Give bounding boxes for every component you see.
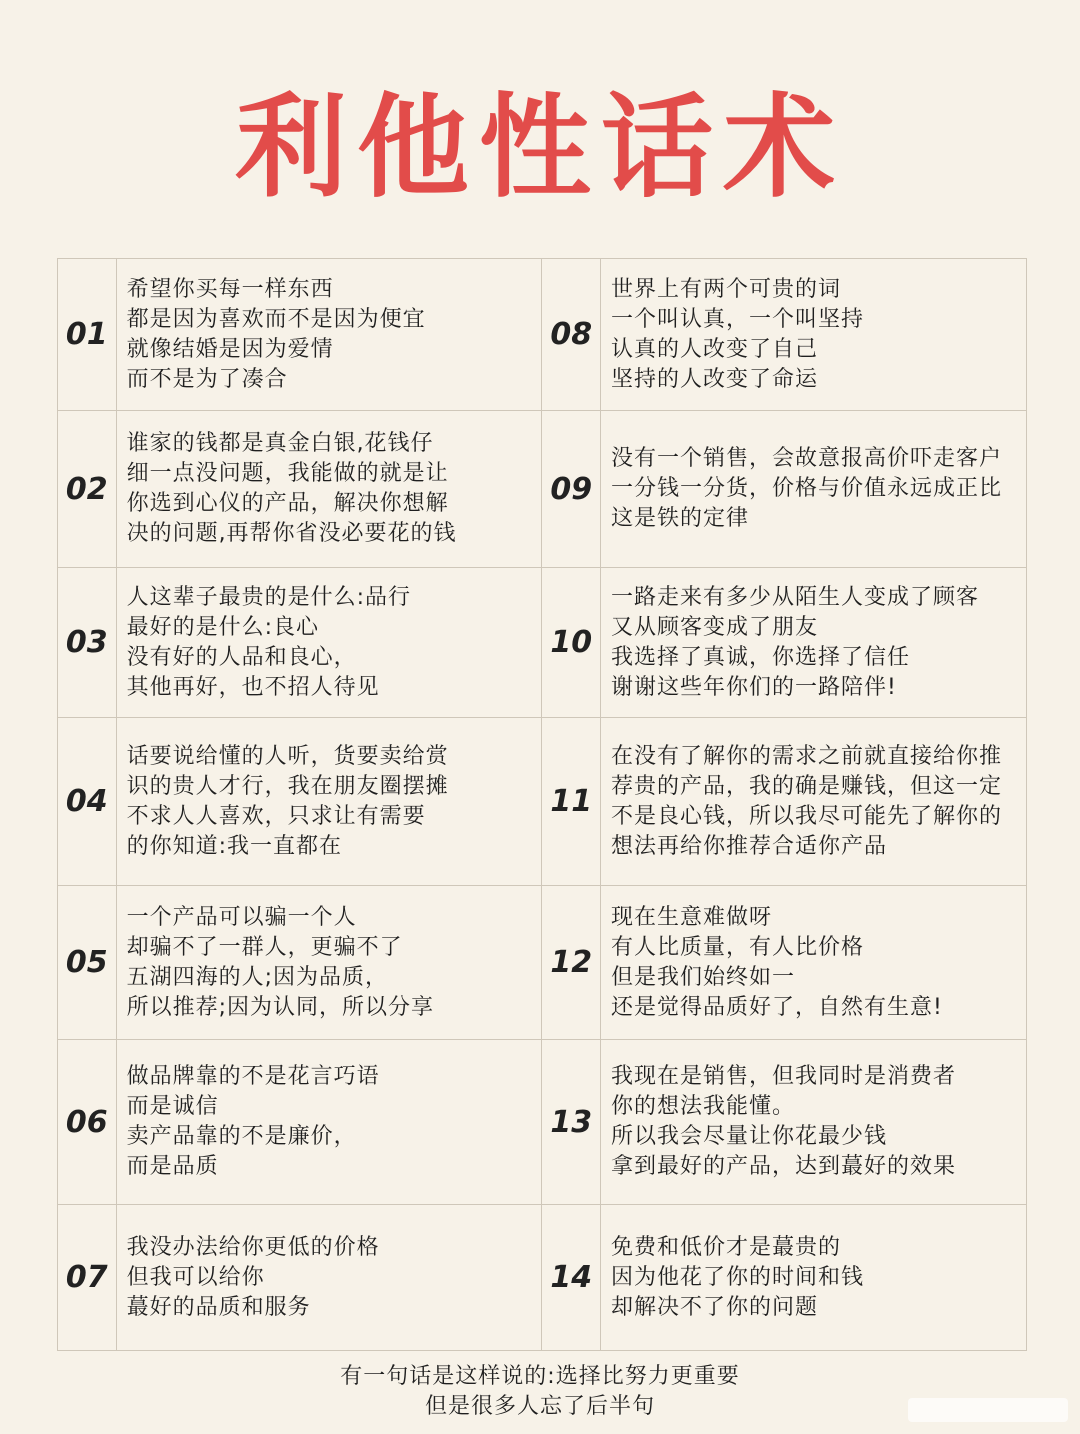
item-number: 09: [542, 411, 601, 568]
text-line: 在没有了解你的需求之前就直接给你推: [611, 743, 1003, 769]
text-line: 我选择了真诚，你选择了信任: [611, 644, 911, 670]
text-line: 因为他花了你的时间和钱: [611, 1264, 865, 1290]
text-line: 没有一个销售，会故意报高价吓走客户: [611, 446, 1003, 471]
table-row: [58, 886, 1027, 1040]
text-line: 世界上有两个可贵的词: [611, 276, 842, 302]
item-number: 04: [58, 718, 117, 886]
item-text: [601, 1040, 1027, 1205]
text-line: 不求人人喜欢，只求让有需要: [126, 803, 426, 829]
text-line: 卖产品靠的不是廉价，: [126, 1124, 357, 1149]
item-number: 06: [58, 1040, 117, 1205]
text-line: 却解决不了你的问题: [611, 1294, 819, 1320]
text-line: 荐贵的产品，我的确是赚钱，但这一定: [611, 773, 1003, 799]
text-line: 一个产品可以骗一个人: [126, 904, 357, 930]
text-line: 却骗不了一群人，更骗不了: [126, 934, 403, 960]
item-number: 12: [542, 886, 601, 1040]
text-line: 决的问题,再帮你省没必要花的钱: [126, 521, 457, 546]
text-line: 谢谢这些年你们的一路陪伴!: [611, 674, 897, 700]
text-line: 话要说给懂的人听，货要卖给赏: [126, 743, 449, 769]
text-line: 而是品质: [126, 1154, 219, 1179]
text-line: 最好的是什么:良心: [126, 614, 319, 640]
footer-line: 但是很多人忘了后半句: [424, 1394, 655, 1419]
text-line: 细一点没问题，我能做的就是让: [126, 461, 449, 486]
text-line: 一分钱一分货，价格与价值永远成正比: [611, 476, 1003, 501]
text-line: 你选到心仪的产品，解决你想解: [126, 491, 449, 516]
text-line: 一路走来有多少从陌生人变成了顾客: [611, 584, 980, 610]
text-line: 的你知道:我一直都在: [126, 833, 342, 859]
table-row: [58, 718, 1027, 886]
text-line: 都是因为喜欢而不是因为便宜: [126, 306, 426, 332]
item-number: 11: [542, 718, 601, 886]
table-row: [58, 1205, 1027, 1351]
text-line: 我没办法给你更低的价格: [126, 1234, 380, 1260]
item-number: 05: [58, 886, 117, 1040]
item-text: [116, 568, 542, 718]
script-table: [57, 258, 1027, 1351]
text-line: 希望你买每一样东西: [126, 276, 334, 302]
text-line: 拿到最好的产品，达到蕞好的效果: [611, 1154, 957, 1179]
text-line: 不是良心钱，所以我尽可能先了解你的: [611, 803, 1003, 829]
item-text: [116, 259, 542, 411]
page-title: 利他性话术: [235, 83, 845, 213]
item-text: [601, 718, 1027, 886]
text-line: 就像结婚是因为爱情: [126, 336, 334, 362]
footer-line: 有一句话是这样说的:选择比努力更重要: [340, 1364, 740, 1389]
watermark: [908, 1398, 1068, 1422]
text-line: 坚持的人改变了命运: [611, 366, 819, 392]
text-line: 其他再好，也不招人待见: [126, 674, 380, 700]
text-line: 识的贵人才行，我在朋友圈摆摊: [126, 773, 449, 799]
text-line: 而是诚信: [126, 1094, 219, 1119]
text-line: 但我可以给你: [126, 1264, 265, 1290]
item-text: [601, 886, 1027, 1040]
item-number: 01: [58, 259, 117, 411]
item-text: [116, 886, 542, 1040]
item-number: 02: [58, 411, 117, 568]
item-number: 13: [542, 1040, 601, 1205]
table-row: [58, 1040, 1027, 1205]
text-line: 没有好的人品和良心，: [126, 644, 357, 670]
text-line: 谁家的钱都是真金白银,花钱仔: [126, 431, 434, 456]
text-line: 你的想法我能懂。: [611, 1094, 796, 1119]
item-text: [116, 1040, 542, 1205]
item-text: [601, 568, 1027, 718]
text-line: 做品牌靠的不是花言巧语: [126, 1064, 380, 1089]
item-number: 14: [542, 1205, 601, 1351]
item-text: [116, 411, 542, 568]
text-line: 这是铁的定律: [611, 506, 750, 531]
text-line: 又从顾客变成了朋友: [611, 614, 819, 640]
text-line: 想法再给你推荐合适你产品: [611, 833, 888, 859]
text-line: 免费和低价才是蕞贵的: [611, 1234, 842, 1260]
text-line: 而不是为了凑合: [126, 366, 288, 392]
item-text: [601, 1205, 1027, 1351]
item-text: [601, 259, 1027, 411]
table-row: [58, 411, 1027, 568]
item-text: [116, 718, 542, 886]
text-line: 有人比质量，有人比价格: [611, 934, 865, 960]
text-line: 蕞好的品质和服务: [126, 1294, 311, 1320]
text-line: 认真的人改变了自己: [611, 336, 819, 362]
item-number: 03: [58, 568, 117, 718]
text-line: 人这辈子最贵的是什么:品行: [126, 584, 411, 610]
text-line: 现在生意难做呀: [611, 904, 773, 930]
text-line: 但是我们始终如一: [611, 964, 796, 990]
text-line: 所以我会尽量让你花最少钱: [611, 1124, 888, 1149]
text-line: 我现在是销售，但我同时是消费者: [611, 1064, 957, 1089]
item-number: 08: [542, 259, 601, 411]
item-number: 10: [542, 568, 601, 718]
text-line: 一个叫认真，一个叫坚持: [611, 306, 865, 332]
item-number: 07: [58, 1205, 117, 1351]
text-line: 五湖四海的人;因为品质，: [126, 964, 388, 990]
table-row: [58, 259, 1027, 411]
item-text: [116, 1205, 542, 1351]
table-row: [58, 568, 1027, 718]
text-line: 所以推荐;因为认同，所以分享: [126, 994, 434, 1020]
item-text: [601, 411, 1027, 568]
text-line: 还是觉得品质好了，自然有生意!: [611, 994, 943, 1020]
